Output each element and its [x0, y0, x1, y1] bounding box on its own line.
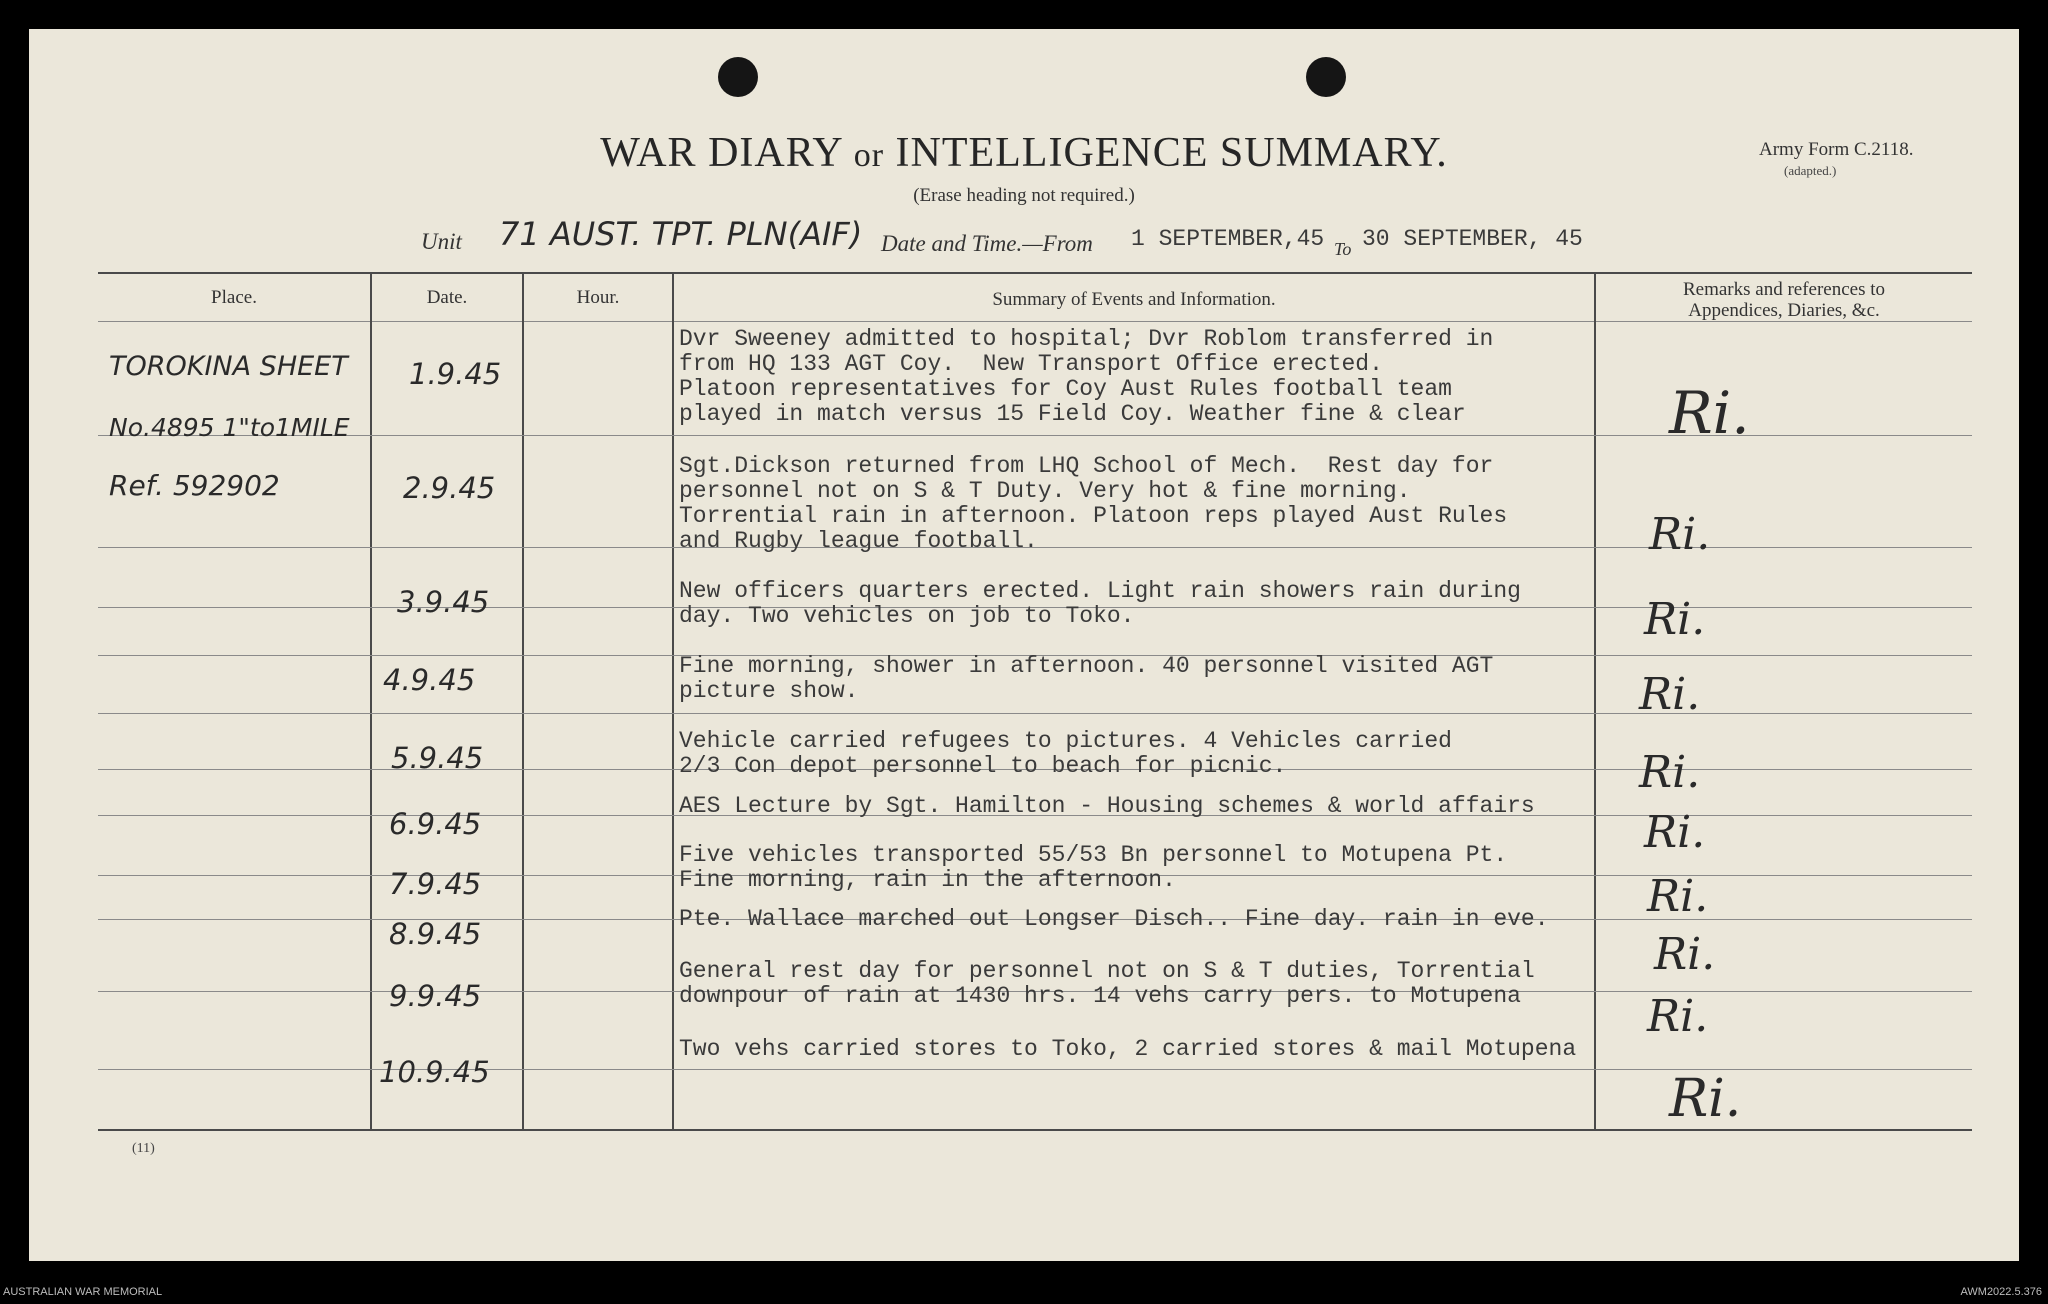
- remarks-header-line: Remarks and references to: [1682, 279, 1886, 300]
- summary-line: and Rugby league football.: [679, 528, 1038, 554]
- entry-date: 3.9.45: [397, 585, 490, 619]
- summary-line: Torrential rain in afternoon. Platoon reps played Aust Rules: [679, 503, 1508, 529]
- col-header-summary: Summary of Events and Information.: [992, 289, 1276, 310]
- summary-line: Platoon representatives for Coy Aust Rules football team: [679, 376, 1452, 402]
- remarks-initials: Ri.: [1639, 669, 1701, 720]
- entry-date: 6.9.45: [389, 807, 482, 841]
- summary-line: Fine morning, shower in afternoon. 40 personnel visited AGT: [679, 653, 1494, 679]
- remarks-initials: Ri.: [1647, 871, 1709, 922]
- entry-date: 1.9.45: [409, 357, 502, 391]
- summary-line: Two vehs carried stores to Toko, 2 carried stores & mail Motupena: [679, 1036, 1577, 1062]
- table-bottom-border: [98, 1129, 1972, 1131]
- unit-value: 71 AUST. TPT. PLN(AIF): [499, 215, 863, 253]
- summary-line: Pte. Wallace marched out Longser Disch.. Fine day. rain in eve.: [679, 906, 1549, 932]
- summary-line: AES Lecture by Sgt. Hamilton - Housing schemes & world affairs: [679, 793, 1535, 819]
- column-divider: [1594, 272, 1596, 1130]
- entry-summary: [679, 579, 1521, 629]
- to-date: 30 SEPTEMBER, 45: [1362, 226, 1583, 252]
- date-time-label: Date and Time.—From: [881, 231, 1093, 256]
- summary-line: Dvr Sweeney admitted to hospital; Dvr Roblom transferred in: [679, 326, 1494, 352]
- table-top-border: [98, 272, 1972, 274]
- place-line: No.4895 1"to1MILE: [109, 413, 350, 442]
- entry-summary: [679, 654, 1493, 704]
- remarks-initials: Ri.: [1639, 747, 1701, 798]
- form-number: (11): [132, 1141, 155, 1156]
- summary-line: General rest day for personnel not on S & T duties, Torrential: [679, 958, 1535, 984]
- unit-label: Unit: [421, 229, 462, 254]
- entry-summary: [679, 1037, 1576, 1062]
- summary-line: picture show.: [679, 678, 859, 704]
- entry-summary: [679, 327, 1493, 427]
- remarks-initials: Ri.: [1644, 594, 1706, 645]
- summary-line: played in match versus 15 Field Coy. Weather fine & clear: [679, 401, 1466, 427]
- column-divider: [370, 272, 372, 1130]
- army-form-number: Army Form C.2118.: [1759, 139, 1914, 160]
- entry-summary: [679, 794, 1535, 819]
- entry-date: 7.9.45: [389, 867, 482, 901]
- summary-line: Five vehicles transported 55/53 Bn personnel to Motupena Pt.: [679, 842, 1508, 868]
- entry-summary: [679, 959, 1535, 1009]
- summary-line: Fine morning, rain in the afternoon.: [679, 867, 1176, 893]
- column-divider: [672, 272, 674, 1130]
- entry-summary: [679, 454, 1507, 554]
- adapted-note: (adapted.): [1784, 163, 1837, 178]
- col-header-remarks: [1596, 279, 1972, 321]
- caption-source: AUSTRALIAN WAR MEMORIAL: [3, 1286, 163, 1298]
- entry-date: 9.9.45: [389, 979, 482, 1013]
- summary-line: Sgt.Dickson returned from LHQ School of Mech. Rest day for: [679, 453, 1494, 479]
- entry-summary: [679, 729, 1452, 779]
- summary-line: personnel not on S & T Duty. Very hot & fine morning.: [679, 478, 1411, 504]
- diary-sheet: [29, 29, 2019, 1261]
- remarks-initials: Ri.: [1654, 929, 1716, 980]
- entry-date: 5.9.45: [391, 741, 484, 775]
- entry-date: 8.9.45: [389, 917, 482, 951]
- punch-hole: [1306, 57, 1346, 97]
- remarks-initials: Ri.: [1669, 1069, 1742, 1129]
- remarks-header-line: Appendices, Diaries, &c.: [1688, 300, 1880, 321]
- to-label: To: [1334, 239, 1352, 259]
- remarks-initials: Ri.: [1647, 991, 1709, 1042]
- from-date: 1 SEPTEMBER,45: [1131, 226, 1325, 252]
- summary-line: Vehicle carried refugees to pictures. 4 Vehicles carried: [679, 728, 1452, 754]
- place-line: Ref. 592902: [109, 469, 280, 502]
- entry-summary: [679, 843, 1507, 893]
- entry-summary: [679, 907, 1549, 932]
- column-divider: [522, 272, 524, 1130]
- entry-date: 4.9.45: [383, 663, 476, 697]
- col-header-place: Place.: [211, 287, 257, 308]
- summary-line: New officers quarters erected. Light rain showers rain during: [679, 578, 1521, 604]
- summary-line: from HQ 133 AGT Coy. New Transport Office erected.: [679, 351, 1383, 377]
- entry-date: 10.9.45: [379, 1055, 490, 1089]
- summary-line: 2/3 Con depot personnel to beach for picnic.: [679, 753, 1287, 779]
- caption-accession: AWM2022.5.376: [1960, 1286, 2042, 1298]
- header-underline: [98, 321, 1972, 322]
- page-title: WAR DIARY or INTELLIGENCE SUMMARY.: [600, 130, 1448, 176]
- remarks-initials: Ri.: [1644, 807, 1706, 858]
- col-header-hour: Hour.: [576, 287, 620, 308]
- punch-hole: [718, 57, 758, 97]
- col-header-date: Date.: [426, 287, 468, 308]
- place-line: TOROKINA SHEET: [109, 351, 348, 382]
- summary-line: day. Two vehicles on job to Toko.: [679, 603, 1135, 629]
- entry-date: 2.9.45: [403, 471, 496, 505]
- remarks-initials: Ri.: [1649, 509, 1711, 560]
- summary-line: downpour of rain at 1430 hrs. 14 vehs carry pers. to Motupena: [679, 983, 1521, 1009]
- remarks-initials: Ri.: [1669, 379, 1750, 447]
- erase-note: (Erase heading not required.): [913, 185, 1135, 206]
